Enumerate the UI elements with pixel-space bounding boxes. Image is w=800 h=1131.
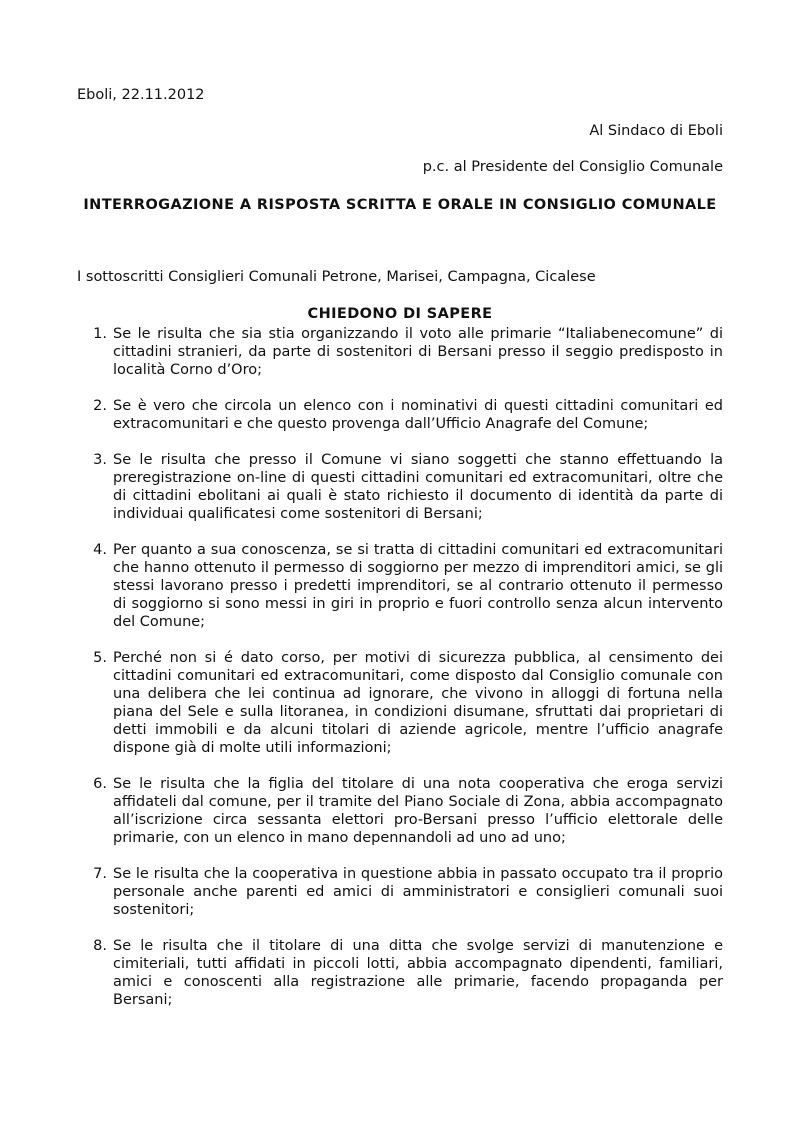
list-item [77,397,723,433]
list-item-text: Se le risulta che la cooperativa in questione abbia in passato occupato tra il proprio personale anche parenti ed amici di amministratori e consiglieri comunali suoi sostenitori; [113,866,723,918]
list-item [77,775,723,847]
list-item-text: Se le risulta che sia stia organizzando il voto alle primarie “Italiabenecomune” di cittadini stranieri, da parte di sostenitori di Bersani presso il seggio predisposto in località Corno d’Oro; [113,326,723,378]
list-item [77,865,723,919]
date-line: Eboli, 22.11.2012 [77,87,205,103]
section-heading: CHIEDONO DI SAPERE [307,306,493,322]
list-item-text: Se le risulta che la figlia del titolare di una nota cooperativa che eroga servizi affidateli dal comune, per il tramite del Piano Sociale di Zona, abbia accompagnato all’iscrizione circa sessanta elettori pro-Bersani presso l’ufficio elettorale delle primarie, con un elenco in mano depennandoli ad uno ad uno; [113,776,723,846]
list-item-text: Se le risulta che presso il Comune vi siano soggetti che stanno effettuando la preregistrazione on-line di questi cittadini comunitari ed extracomunitari, oltre che di cittadini ebolitani ai quali è stato richiesto il documento di identità da parte di individuai qualificatesi come sostenitori di Bersani; [113,452,723,522]
list-item-text: Se le risulta che il titolare di una ditta che svolge servizi di manutenzione e cimiteriali, tutti affidati in piccoli lotti, abbia accompagnato dipendenti, familiari, amici e conoscenti alla registrazione alle primarie, facendo propaganda per Bersani; [113,938,723,1008]
list-item-text: Se è vero che circola un elenco con i nominativi di questi cittadini comunitari ed extracomunitari e che questo provenga dall’Ufficio Anagrafe del Comune; [113,398,723,432]
list-item-number: 1. [93,326,107,342]
list-item-number: 7. [93,866,107,882]
list-item [77,541,723,631]
intro-paragraph: I sottoscritti Consiglieri Comunali Petrone, Marisei, Campagna, Cicalese [77,269,596,285]
list-item [77,451,723,523]
list-item-text: Per quanto a sua conoscenza, se si tratta di cittadini comunitari ed extracomunitari che hanno ottenuto il permesso di soggiorno per mezzo di imprenditori amici, se gli stessi lavorano presso i predetti imprenditori, se al contrario ottenuto il permesso di soggiorno si sono messi in giri in proprio e fuori controllo senza alcun intervento del Comune; [113,542,723,630]
list-item-number: 8. [93,938,107,954]
list-item-number: 5. [93,650,107,666]
document-title: INTERROGAZIONE A RISPOSTA SCRITTA E ORALE IN CONSIGLIO COMUNALE [83,197,717,213]
list-item-number: 6. [93,776,107,792]
list-item-text: Perché non si é dato corso, per motivi di sicurezza pubblica, al censimento dei cittadini comunitari ed extracomunitari, come disposto dal Consiglio comunale con una delibera che lei continua ad ignorare, che vivono in alloggi di fortuna nella piana del Sele e sulla litoranea, in condizioni disumane, sfruttati dai proprietari di detti immobili e da alcuni titolari di aziende agricole, mentre l’ufficio anagrafe dispone già di molte utili informazioni; [113,650,723,756]
recipient-mayor: Al Sindaco di Eboli [589,123,723,139]
list-item [77,325,723,379]
list-item-number: 4. [93,542,107,558]
list-item-number: 2. [93,398,107,414]
list-item-number: 3. [93,452,107,468]
list-item [77,649,723,757]
list-item [77,937,723,1009]
question-list [77,325,723,1027]
recipient-council-president: p.c. al Presidente del Consiglio Comunale [422,159,723,175]
